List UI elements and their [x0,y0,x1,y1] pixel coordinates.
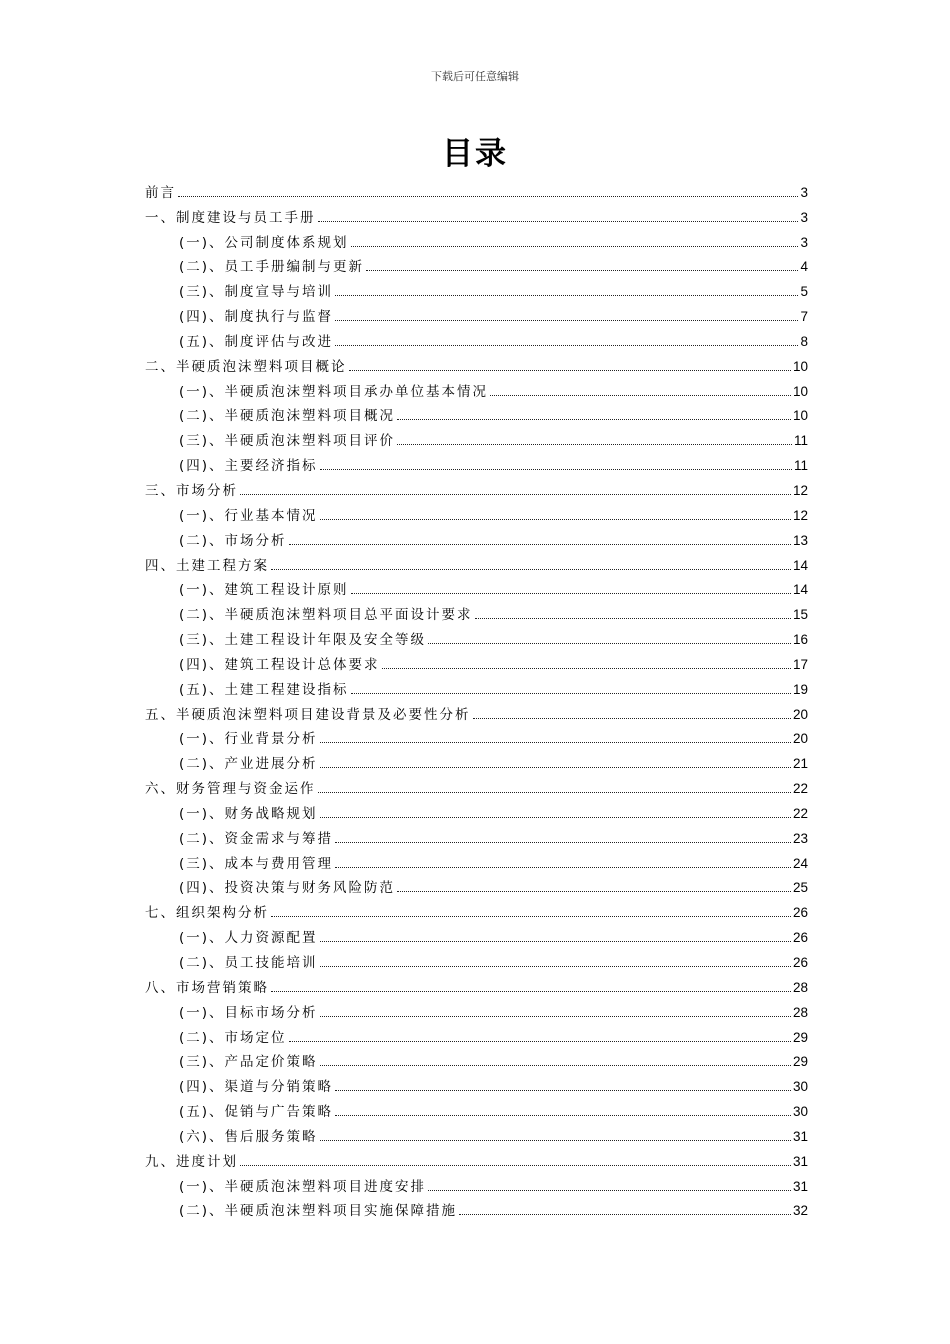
toc-dot-leader [320,767,791,768]
toc-dot-leader [240,494,791,495]
toc-entry[interactable] [145,1120,808,1145]
toc-dot-leader [397,444,792,445]
toc-dot-leader [397,419,791,420]
toc-entry-text: (二)、市场定位 [179,1029,287,1046]
toc-dot-leader [459,1214,791,1215]
toc-entry-text: (一)、人力资源配置 [179,930,318,947]
toc-entry[interactable] [145,449,808,474]
toc-entry-text: (五)、制度评估与改进 [179,333,334,350]
toc-page-number: 26 [792,905,808,921]
toc-entry[interactable] [145,300,808,325]
toc-entry-text: (二)、半硬质泡沫塑料项目总平面设计要求 [179,607,473,624]
toc-page-number: 13 [792,532,808,548]
toc-dot-leader [318,221,799,222]
toc-entry-text: (四)、制度执行与监督 [179,309,334,326]
toc-entry[interactable] [145,1195,808,1220]
toc-entry[interactable] [145,226,808,251]
toc-entry[interactable] [145,275,808,300]
toc-entry[interactable] [145,176,808,201]
toc-entry-text: 六、财务管理与资金运作 [145,781,316,798]
toc-entry[interactable] [145,1021,808,1046]
toc-dot-leader [271,569,791,570]
toc-page-number: 14 [792,582,808,598]
toc-entry[interactable] [145,499,808,524]
toc-dot-leader [490,395,791,396]
toc-dot-leader [271,916,791,917]
toc-page-number: 19 [792,681,808,697]
toc-page-number: 15 [792,607,808,623]
toc-page-number: 32 [792,1203,808,1219]
toc-page-number: 28 [792,979,808,995]
toc-entry[interactable] [145,1046,808,1071]
toc-entry-text: (二)、员工技能培训 [179,955,318,971]
toc-entry-text: (四)、建筑工程设计总体要求 [179,656,380,673]
toc-page-number: 3 [800,184,808,200]
toc-entry[interactable] [145,400,808,425]
toc-dot-leader [475,618,791,619]
toc-entry-text: (一)、财务战略规划 [179,805,318,822]
toc-page-number: 24 [792,855,808,871]
toc-entry[interactable] [145,896,808,921]
toc-page-number: 14 [792,557,808,573]
toc-entry[interactable] [145,648,808,673]
table-of-contents [145,176,808,1219]
toc-page-number: 30 [792,1079,808,1095]
toc-entry[interactable] [145,921,808,946]
toc-dot-leader [320,1065,791,1066]
toc-entry-text: (三)、制度宣导与培训 [179,284,334,301]
toc-entry-text: (六)、售后服务策略 [179,1128,318,1145]
toc-page-number: 30 [792,1104,808,1120]
toc-dot-leader [351,693,791,694]
toc-entry-text: (一)、半硬质泡沫塑料项目进度安排 [179,1178,427,1195]
toc-page-number: 10 [792,358,808,374]
toc-entry[interactable] [145,847,808,872]
toc-entry[interactable] [145,201,808,226]
toc-page-number: 16 [792,632,808,648]
toc-entry[interactable] [145,946,808,971]
toc-entry[interactable] [145,747,808,772]
toc-dot-leader [335,345,798,346]
toc-entry[interactable] [145,1170,808,1195]
toc-entry-text: 八、市场营销策略 [145,979,269,996]
toc-entry[interactable] [145,698,808,723]
toc-entry-text: 前言 [145,184,176,201]
toc-page-number: 11 [793,458,808,474]
toc-entry-text: 九、进度计划 [145,1153,238,1170]
toc-entry-text: 三、市场分析 [145,482,238,499]
toc-page-number: 21 [792,756,808,772]
toc-entry[interactable] [145,797,808,822]
toc-entry-text: (四)、渠道与分销策略 [179,1079,334,1096]
toc-entry[interactable] [145,1095,808,1120]
toc-page-number: 31 [792,1153,808,1169]
toc-page-number: 10 [792,383,808,399]
toc-entry[interactable] [145,424,808,449]
toc-entry[interactable] [145,350,808,375]
toc-dot-leader [320,1140,791,1141]
toc-entry[interactable] [145,1145,808,1170]
toc-entry[interactable] [145,673,808,698]
toc-dot-leader [289,544,791,545]
toc-dot-leader [320,966,791,967]
toc-dot-leader [428,1190,791,1191]
toc-dot-leader [428,643,791,644]
toc-entry-text: (三)、土建工程设计年限及安全等级 [179,632,427,649]
toc-page-number: 28 [792,1004,808,1020]
toc-entry-text: (三)、产品定价策略 [179,1054,318,1071]
toc-entry[interactable] [145,822,808,847]
toc-entry[interactable] [145,623,808,648]
toc-dot-leader [351,246,799,247]
toc-entry-text: (二)、资金需求与筹措 [179,830,334,847]
toc-dot-leader [320,519,791,520]
toc-page-number: 3 [800,209,808,225]
toc-page-number: 26 [792,930,808,946]
toc-page-number: 12 [792,482,808,498]
toc-page-number: 11 [793,433,808,449]
toc-entry[interactable] [145,524,808,549]
toc-entry[interactable] [145,598,808,623]
toc-entry-text: 七、组织架构分析 [145,905,269,922]
toc-dot-leader [320,941,791,942]
header-note: 下载后可任意编辑 [431,70,519,83]
toc-dot-leader [318,792,791,793]
toc-dot-leader [335,1090,791,1091]
toc-page-number: 20 [792,706,808,722]
toc-dot-leader [335,842,791,843]
toc-entry[interactable] [145,375,808,400]
toc-entry[interactable] [145,474,808,499]
toc-page-number: 25 [792,880,808,896]
toc-dot-leader [473,718,791,719]
toc-page-number: 5 [800,284,808,300]
toc-dot-leader [382,668,791,669]
toc-dot-leader [289,1041,791,1042]
toc-page-number: 17 [792,656,808,672]
toc-dot-leader [335,1115,791,1116]
toc-entry-text: (三)、成本与费用管理 [179,855,334,872]
toc-entry-text: (一)、行业基本情况 [179,507,318,524]
toc-entry[interactable] [145,723,808,748]
toc-entry-text: (二)、产业进展分析 [179,756,318,773]
toc-page-number: 12 [792,507,808,523]
toc-dot-leader [397,891,791,892]
toc-entry[interactable] [145,251,808,276]
toc-entry-text: (一)、行业背景分析 [179,731,318,748]
toc-entry-text: (一)、半硬质泡沫塑料项目承办单位基本情况 [179,383,489,400]
toc-page-number: 31 [792,1128,808,1144]
toc-entry-text: (二)、半硬质泡沫塑料项目概况 [179,408,396,425]
toc-dot-leader [240,1165,791,1166]
toc-dot-leader [178,196,798,197]
toc-page-number: 23 [792,830,808,846]
toc-entry-text: 一、制度建设与员工手册 [145,209,316,226]
toc-page-number: 22 [792,805,808,821]
toc-entry[interactable] [145,772,808,797]
toc-dot-leader [320,817,791,818]
toc-dot-leader [366,270,798,271]
toc-page-number: 3 [800,234,808,250]
toc-entry[interactable] [145,1070,808,1095]
toc-entry-text: (四)、主要经济指标 [179,458,318,475]
toc-page-number: 8 [800,333,808,349]
toc-dot-leader [271,991,791,992]
toc-entry-text: (三)、半硬质泡沫塑料项目评价 [179,433,396,450]
toc-entry-text: 五、半硬质泡沫塑料项目建设背景及必要性分析 [145,706,471,723]
toc-page-number: 29 [792,1054,808,1070]
toc-entry[interactable] [145,996,808,1021]
toc-page-number: 26 [792,955,808,970]
toc-entry-text: (四)、投资决策与财务风险防范 [179,880,396,897]
toc-entry-text: 二、半硬质泡沫塑料项目概论 [145,358,347,375]
toc-dot-leader [335,320,798,321]
toc-page-number: 4 [800,259,808,275]
toc-dot-leader [320,469,792,470]
toc-entry[interactable] [145,325,808,350]
toc-entry-text: (一)、建筑工程设计原则 [179,582,349,599]
toc-dot-leader [351,593,791,594]
toc-entry-text: (二)、员工手册编制与更新 [179,259,365,276]
toc-dot-leader [320,742,791,743]
toc-page-number: 20 [792,731,808,747]
toc-page-number: 22 [792,781,808,797]
toc-entry-text: (一)、目标市场分析 [179,1004,318,1021]
toc-entry-text: (一)、公司制度体系规划 [179,234,349,251]
toc-title: 目录 [442,136,508,172]
toc-page-number: 29 [792,1029,808,1045]
toc-page-number: 10 [792,408,808,424]
toc-entry-text: (五)、土建工程建设指标 [179,681,349,698]
toc-dot-leader [320,1016,791,1017]
toc-entry[interactable] [145,549,808,574]
toc-page-number: 7 [800,309,808,325]
toc-dot-leader [335,867,791,868]
toc-dot-leader [349,370,791,371]
toc-entry-text: (五)、促销与广告策略 [179,1104,334,1121]
toc-entry-text: (二)、市场分析 [179,532,287,549]
toc-entry-text: 四、土建工程方案 [145,557,269,574]
toc-page-number: 31 [792,1178,808,1194]
toc-entry[interactable] [145,971,808,996]
toc-entry[interactable] [145,574,808,599]
toc-entry-text: (二)、半硬质泡沫塑料项目实施保障措施 [179,1203,458,1220]
toc-entry[interactable] [145,872,808,897]
toc-dot-leader [335,295,798,296]
